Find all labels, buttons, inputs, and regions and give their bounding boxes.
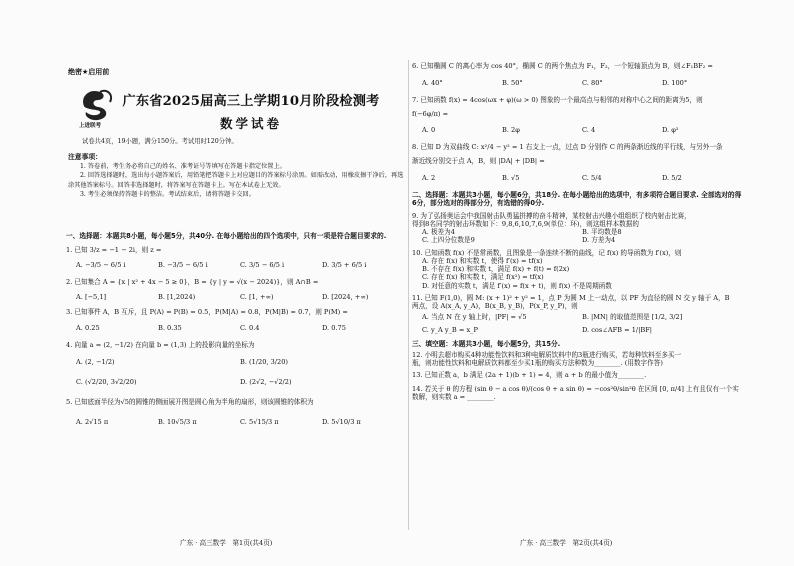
q11-option-a: A. 当点 N 在 y 轴上时，|PF| = √5 bbox=[422, 313, 527, 322]
q1-stem: 1. 已知 3/z = −1 − 2i，则 z = bbox=[66, 246, 162, 255]
section-3-heading: 三、填空题：本题共3小题，每小题5分，共15分. bbox=[412, 339, 561, 348]
q6-options bbox=[412, 79, 742, 87]
q8-option-d: D. 5/2 bbox=[662, 173, 682, 182]
secret-label: 绝密★启用前 bbox=[68, 68, 110, 76]
q5-option-b: B. 10√5/3 π bbox=[158, 417, 197, 426]
q7-options bbox=[412, 126, 742, 134]
q11-stem: 11. 已知 F(1,0)，圆 M: (x + 1)² + y² = 1，点 P 为圆 M 上一动点，以 PF 为直径的圆 N 交 y 轴于 A，B bbox=[412, 293, 730, 302]
brand-logo-text: 上进联考 bbox=[79, 123, 102, 129]
q1-options bbox=[66, 261, 404, 269]
q5-option-d: D. 5√10/3 π bbox=[322, 417, 361, 426]
q7-option-d: D. φ² bbox=[662, 125, 679, 134]
q6-option-a: A. 40° bbox=[422, 79, 443, 88]
q4-option-a: A. (2, −1/2) bbox=[76, 358, 115, 367]
q7-option-c: C. 4 bbox=[582, 125, 596, 134]
q2-option-c: C. [1, +∞) bbox=[240, 293, 274, 302]
q2-option-a: A. [−5,1] bbox=[76, 293, 107, 302]
q4-options-row2 bbox=[66, 378, 404, 386]
right-column bbox=[412, 62, 742, 401]
q3-option-c: C. 0.4 bbox=[240, 323, 260, 332]
q3-option-b: B. 0.35 bbox=[158, 323, 182, 332]
footer-page-1: 广东 · 高三数学 第1页(共4页) bbox=[180, 539, 273, 547]
q9-option-c: C. 上四分位数是9 bbox=[422, 236, 475, 245]
q1-option-a: A. −3/5 − 6/5 i bbox=[76, 260, 126, 269]
q10-option-c: C. 存在 f(x) 和实数 t，满足 f(x²) = tf(x) bbox=[422, 273, 544, 282]
q5-options bbox=[66, 418, 404, 426]
q12-stem: 12. 小明去超市购买4种功能性饮料和3种电解质饮料中的3瓶进行购买，若每种饮料至多买一 bbox=[412, 351, 682, 360]
q1-option-b: B. −3/5 − 6/5 i bbox=[158, 260, 208, 269]
q10-option-d: D. 对任意的实数 t，满足 f′(x) = f(x + t)，则 f(x) 不是周期函数 bbox=[422, 281, 612, 290]
q4-options-row1 bbox=[66, 358, 404, 366]
q6-stem: 6. 已知椭圆 C 的离心率为 cos 40°，椭圆 C 的两个焦点为 F₁，F₂，一个短轴顶点为 B，则∠F₁BF₂ = bbox=[412, 62, 713, 70]
q10-stem: 10. 已知函数 f(x) 不是常函数，且图象是一条连续不断的曲线，记 f(x) 的导函数为 f′(x)，则 bbox=[412, 248, 682, 257]
q7-option-b: B. 2φ bbox=[502, 125, 520, 134]
q11-options-row1 bbox=[412, 313, 742, 321]
q4-option-c: C. (√2/20, 3√2/20) bbox=[76, 378, 137, 387]
q4-option-d: D. (2√2, −√2/2) bbox=[240, 378, 292, 387]
left-column bbox=[66, 232, 404, 426]
q13-stem: 13. 已知正数 a，b 满足 (2a + 1)(b + 1) = 4，则 a + b 的最小值为________. bbox=[412, 370, 647, 379]
q8-option-c: C. 5/4 bbox=[582, 173, 602, 182]
q4-option-b: B. (1/20, 3/20) bbox=[240, 358, 288, 367]
q3-option-a: A. 0.25 bbox=[76, 323, 100, 332]
notes-heading: 注意事项： bbox=[68, 153, 102, 161]
q1-option-c: C. 3/5 − 6/5 i bbox=[240, 260, 285, 269]
q12-stem-cont: 瓶，则功能性饮料和电解质饮料都至少买1瓶的购买方法种数为________. (用数字作答) bbox=[412, 359, 663, 368]
footer-page-2: 广东 · 高三数学 第2页(共4页) bbox=[520, 539, 613, 547]
q9-options-row2 bbox=[412, 236, 742, 244]
q2-stem: 2. 已知集合 A = {x | x² + 4x − 5 ≥ 0}，B = {y | y = √(x − 2024)}，则 A∩B = bbox=[66, 277, 319, 286]
q10-option-a: A. 存在 f(x) 和实数 t，使得 f′(x) = tf(x) bbox=[422, 256, 543, 265]
q3-option-d: D. 0.75 bbox=[322, 323, 346, 332]
q2-option-b: B. [1,2024) bbox=[158, 293, 196, 302]
column-divider bbox=[408, 60, 409, 530]
q11-option-c: C. y_A y_B = x_P bbox=[422, 326, 478, 335]
q6-option-b: B. 50° bbox=[502, 79, 523, 88]
note-item: 1. 答卷前，考生务必将自己的姓名、准考证号等填写在答题卡指定位置上。 bbox=[80, 163, 286, 170]
q9-stem-cont: 得到8名同学的射击环数如下：9,8,6,10,7,6,9(单位：环)，则这组样本数据的 bbox=[412, 219, 639, 228]
section-2-heading: 二、选择题：本题共3小题，每小题6分，共18分. 在每小题给出的选项中，有多项符合题目要求. 全部选对的得6分，部分选对的得部分分，有选错的得0分. bbox=[412, 190, 742, 208]
notes-list bbox=[68, 162, 404, 199]
section-1-heading: 一、选择题：本题共8小题，每小题5分，共40分. 在每小题给出的四个选项中，只有一项是符合题目要求的. bbox=[66, 232, 387, 240]
q11-options-row2 bbox=[412, 326, 742, 334]
q5-option-a: A. 2√15 π bbox=[76, 417, 109, 426]
page-title: 广东省2025届高三上学期10月阶段检测考 bbox=[122, 94, 380, 109]
q5-stem: 5. 已知底面半径为√5的圆锥的侧面展开图是圆心角为半角的扇形，则该圆锥的体积为 bbox=[66, 398, 314, 407]
q8-option-a: A. 2 bbox=[422, 173, 436, 182]
note-item: 3. 考生必须保持答题卡的整洁。考试结束后，请将答题卡交回。 bbox=[80, 190, 255, 198]
q8-stem-cont: 渐近线分别交于点 A，B，则 |DA| + |DB| = bbox=[412, 157, 545, 166]
q1-option-d: D. 3/5 + 6/5 i bbox=[322, 260, 367, 269]
q11-option-b: B. |MN| 的取值范围是 [1/2, 3/2] bbox=[582, 313, 683, 322]
q6-option-c: C. 80° bbox=[582, 79, 603, 88]
q9-stem: 9. 为了弘扬奥运会中我国射击队勇猛拼搏的奋斗精神，某校射击兴趣小组组织了校内射击比赛， bbox=[412, 211, 691, 220]
q4-stem: 4. 向量 a = (2, −1/2) 在向量 b = (1,3) 上的投影向量的坐标为 bbox=[66, 340, 255, 349]
q2-options bbox=[66, 293, 404, 301]
q8-stem: 8. 已知 D 为双曲线 C: x²/4 − y² = 1 右支上一点，过点 D 分别作 C 的两条渐近线的平行线，与另外一条 bbox=[412, 143, 723, 152]
q3-stem: 3. 已知事件 A，B 互斥，且 P(A) = P(B) = 0.5，P(M|A) = 0.8，P(M|B) = 0.7，则 P(M) = bbox=[66, 308, 348, 317]
q10-option-b: B. 不存在 f(x) 和实数 t，满足 f(x) + f(t) = f(2x) bbox=[422, 265, 570, 274]
q9-option-d: D. 方差为4 bbox=[582, 236, 616, 245]
q2-option-d: D. [2024, +∞) bbox=[322, 293, 369, 302]
q7-option-a: A. 0 bbox=[422, 125, 436, 134]
brand-logo-icon bbox=[76, 86, 116, 122]
note-item: 2. 回答选择题时，选出每小题答案后，用铅笔把答题卡上对应题目的答案标号涂黑。如需改动，用橡皮擦干净后，再选涂其他答案标号。回答非选择题时，将答案写在答题卡上。写在本试卷上无效。 bbox=[68, 172, 404, 189]
q8-option-b: B. √5 bbox=[502, 173, 520, 182]
q11-option-d: D. cos∠AFB = 1/|BF| bbox=[582, 326, 652, 335]
q6-option-d: D. 100° bbox=[662, 79, 688, 88]
q11-stem-cont: 两点，设 A(x_A, y_A)，B(x_B, y_B)，P(x_P, y_P)，则 bbox=[412, 301, 578, 310]
q5-option-c: C. 5√15/3 π bbox=[240, 417, 279, 426]
q9-option-b: B. 平均数是8 bbox=[582, 228, 622, 237]
q9-option-a: A. 极差为4 bbox=[422, 228, 455, 237]
q14-stem: 14. 若关于 θ 的方程 (sin θ − a cos θ)/(cos θ + a sin θ) = −cos²θ/sin²θ 在区间 [0, π/4] 上有且仅有一个实数解，则实数 a = ________. bbox=[412, 384, 739, 401]
page-subtitle: 数学试卷 bbox=[219, 116, 282, 131]
q7-stem: 7. 已知函数 f(x) = 4cos(ωx + φ)(ω > 0) 图象的一个最高点与相邻的对称中心之间的距离为5，则 bbox=[412, 96, 703, 105]
q8-options bbox=[412, 174, 742, 182]
exam-info: 试卷共4页，19小题，满分150分。考试用时120分钟。 bbox=[82, 138, 238, 145]
q3-options bbox=[66, 324, 404, 332]
q7-stem-cont: f(−6φ/π) = bbox=[412, 109, 449, 118]
